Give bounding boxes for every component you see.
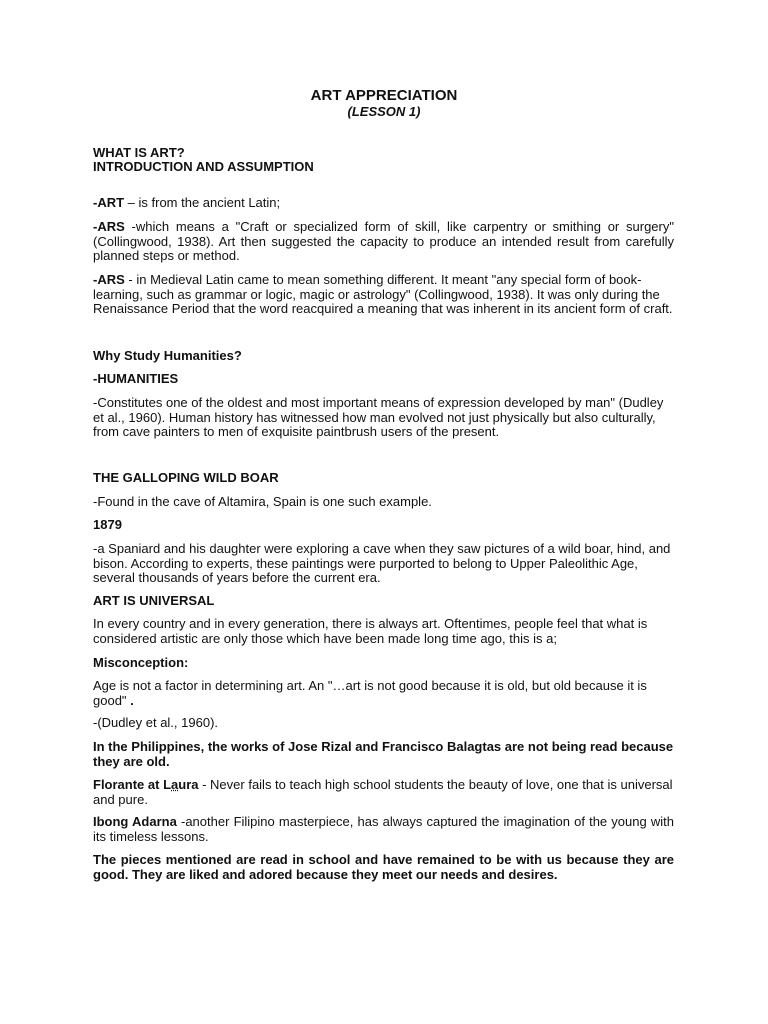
paragraph-pieces: The pieces mentioned are read in school and have remained to be with us because they are good. They are liked and adored because they meet our needs and desires. [93, 852, 674, 882]
term-ars-1: -ARS [93, 219, 125, 234]
paragraph-dudley: -(Dudley et al., 1960). [93, 715, 219, 730]
heading-art-is-universal: ART IS UNIVERSAL [93, 593, 215, 608]
heading-humanities: -HUMANITIES [93, 371, 179, 386]
term-ars-2: -ARS [93, 272, 125, 287]
paragraph-florante [93, 778, 674, 807]
term-florante [93, 777, 198, 792]
paragraph-ibong-adarna [93, 815, 674, 844]
text-florante: - Never fails to teach high school students the beauty of love, one that is universal and pure. [93, 777, 673, 807]
text-ars-2: - in Medieval Latin came to mean something different. It meant "any special form of book-learning, such as grammar or logic, magic or astrology" (Collingwood, 1938). It was only during the Renaissance Period that the word reacquired a meaning that was inherent in its ancient form of craft. [93, 272, 673, 317]
paragraph-ars-1 [93, 220, 674, 264]
text-art: – is from the ancient Latin; [124, 195, 281, 210]
term-florante-part-1: Florante at L [93, 777, 172, 792]
term-florante-part-3: ura [178, 777, 199, 792]
heading-misconception: Misconception: [93, 655, 189, 670]
term-florante-part-2: a [171, 777, 179, 792]
document-title: ART APPRECIATION [310, 87, 458, 104]
paragraph-1879: -a Spaniard and his daughter were exploring a cave when they saw pictures of a wild boar, hind, and bison. According to experts, these paintings were purported to belong to Upper Paleolithic Age, several thousands of years before the current era. [93, 541, 671, 586]
text-ars-1: -which means a "Craft or specialized form of skill, like carpentry or smithing or surgery" (Collingwood, 1938). Art then suggested the capacity to produce an intended result from carefully planned steps or method. [93, 219, 674, 264]
heading-why-study-humanities: Why Study Humanities? [93, 348, 242, 363]
heading-1879: 1879 [93, 517, 122, 532]
document-subtitle: (LESSON 1) [347, 104, 421, 119]
heading-what-is-art: WHAT IS ART? [93, 145, 185, 160]
heading-introduction: INTRODUCTION AND ASSUMPTION [93, 159, 314, 174]
paragraph-humanities: -Constitutes one of the oldest and most important means of expression developed by man" (Dudley et al., 1960). Human history has witnessed how man evolved not just physically but also culturally, from cave painters to men of exquisite paintbrush users of the present. [93, 395, 664, 440]
paragraph-universal: In every country and in every generation, there is always art. Oftentimes, people feel that what is considered artistic are only those which have been made long time ago, this is a; [93, 616, 648, 646]
text-age: Age is not a factor in determining art. An "…art is not good because it is old, but old because it is good" [93, 678, 647, 708]
text-age-dot: . [126, 692, 134, 708]
term-ibong-adarna: Ibong Adarna [93, 814, 177, 829]
paragraph-age [93, 679, 674, 708]
paragraph-philippines: In the Philippines, the works of Jose Rizal and Francisco Balagtas are not being read because they are old. [93, 739, 674, 769]
paragraph-art [93, 196, 674, 211]
heading-galloping-wild-boar: THE GALLOPING WILD BOAR [93, 470, 279, 485]
text-ibong-adarna: -another Filipino masterpiece, has always captured the imagination of the young with its timeless lessons. [93, 814, 674, 844]
paragraph-ars-2 [93, 273, 674, 317]
term-art: -ART [93, 195, 125, 210]
paragraph-boar: -Found in the cave of Altamira, Spain is one such example. [93, 494, 432, 509]
